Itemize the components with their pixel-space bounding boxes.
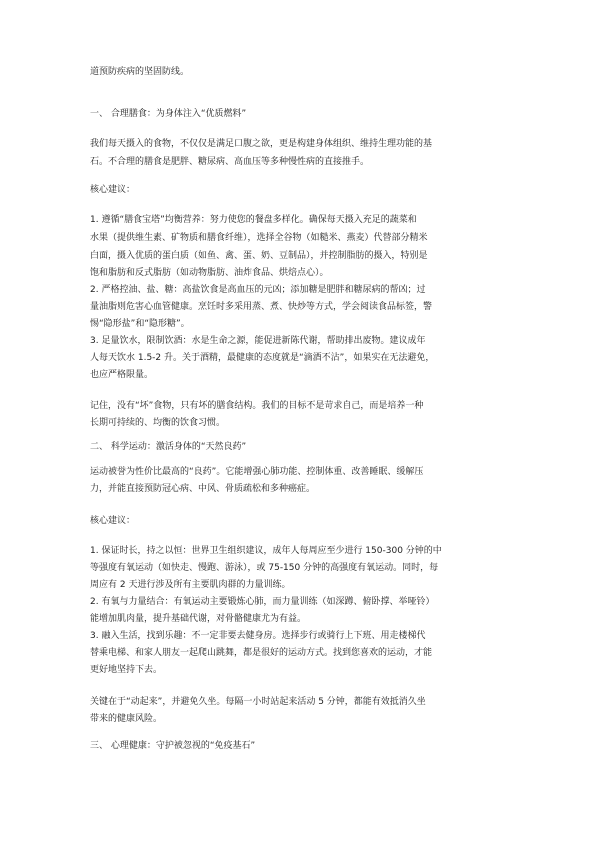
list-item-line: 等强度有氧运动（如快走、慢跑、游泳），或 75-150 分钟的高强度有氧运动。同时，每 — [90, 563, 439, 573]
text-line: 记住，没有“坏”食物，只有坏的膳食结构。我们的目标不是苛求自己，而是培养一种 — [90, 401, 424, 411]
subheading: 核心建议： — [90, 185, 136, 195]
list-item-line: 2. 严格控油、盐、糖：高盐饮食是高血压的元凶；添加糖是肥胖和糖尿病的帮凶；过 — [90, 285, 426, 295]
list-item-line: 替乘电梯、和家人朋友一起爬山跳舞，都是很好的运动方式。找到您喜欢的运动，才能 — [90, 648, 433, 658]
subheading: 核心建议： — [90, 516, 136, 526]
list-item-line: 周应有 2 天进行涉及所有主要肌肉群的力量训练。 — [90, 580, 291, 590]
list-item-line: 人每天饮水 1.5-2 升。关于酒精，最健康的态度就是“滴酒不沾”，如果实在无法避免， — [90, 353, 435, 363]
text-line: 运动被誉为性价比最高的“良药”。它能增强心肺功能、控制体重、改善睡眠、缓解压 — [90, 467, 424, 477]
section-heading: 三、 心理健康：守护被忽视的“免疫基石” — [90, 741, 256, 751]
text-line: 带来的健康风险。 — [90, 714, 163, 724]
list-item-line: 1. 保证时长，持之以恒：世界卫生组织建议，成年人每周应至少进行 150-300 分钟的中 — [90, 546, 442, 556]
text-line: 长期可持续的、均衡的饮食习惯。 — [90, 418, 226, 428]
text-line: 力，并能直接预防冠心病、中风、骨质疏松和多种癌症。 — [90, 484, 316, 494]
list-item-line: 也应严格限量。 — [90, 370, 154, 380]
text-line: 道预防疾病的坚固防线。 — [90, 67, 190, 77]
list-item-line: 2. 有氧与力量结合：有氧运动主要锻炼心肺，而力量训练（如深蹲、俯卧撑、举哑铃） — [90, 597, 435, 607]
section-heading: 一、 合理膳食：为身体注入“优质燃料” — [90, 109, 247, 119]
list-item-line: 饱和脂肪和反式脂肪（如动物脂肪、油炸食品、烘焙点心）。 — [90, 268, 329, 278]
text-line: 关键在于“动起来”，并避免久坐。每隔一小时站起来活动 5 分钟，都能有效抵消久坐 — [90, 697, 426, 707]
list-item-line: 3. 融入生活，找到乐趣：不一定非要去健身房。选择步行或骑行上下班、用走楼梯代 — [90, 631, 426, 641]
list-item-line: 更好地坚持下去。 — [90, 665, 163, 675]
document-page — [90, 0, 510, 841]
list-item-line: 1. 遵循“膳食宝塔”均衡营养：努力使您的餐盘多样化。确保每天摄入充足的蔬菜和 — [90, 215, 417, 225]
text-line: 我们每天摄入的食物，不仅仅是满足口腹之欲，更是构建身体组织、维持生理功能的基 — [90, 139, 433, 149]
list-item-line: 水果（提供维生素、矿物质和膳食纤维），选择全谷物（如糙米、燕麦）代替部分精米 — [90, 233, 428, 243]
list-item-line: 3. 足量饮水，限制饮酒：水是生命之源，能促进新陈代谢，帮助排出废物。建议成年 — [90, 336, 426, 346]
list-item-line: 惕“隐形盐”和“隐形糖”。 — [90, 319, 190, 329]
list-item-line: 量油脂则危害心血管健康。烹饪时多采用蒸、煮、快炒等方式，学会阅读食品标签，警 — [90, 302, 433, 312]
text-line: 石。不合理的膳食是肥胖、糖尿病、高血压等多种慢性病的直接推手。 — [90, 157, 370, 167]
list-item-line: 白面，摄入优质的蛋白质（如鱼、禽、蛋、奶、豆制品），并控制脂肪的摄入，特别是 — [90, 251, 428, 261]
list-item-line: 能增加肌肉量，提升基础代谢，对骨骼健康尤为有益。 — [90, 614, 307, 624]
section-heading: 二、 科学运动：激活身体的“天然良药” — [90, 442, 247, 452]
